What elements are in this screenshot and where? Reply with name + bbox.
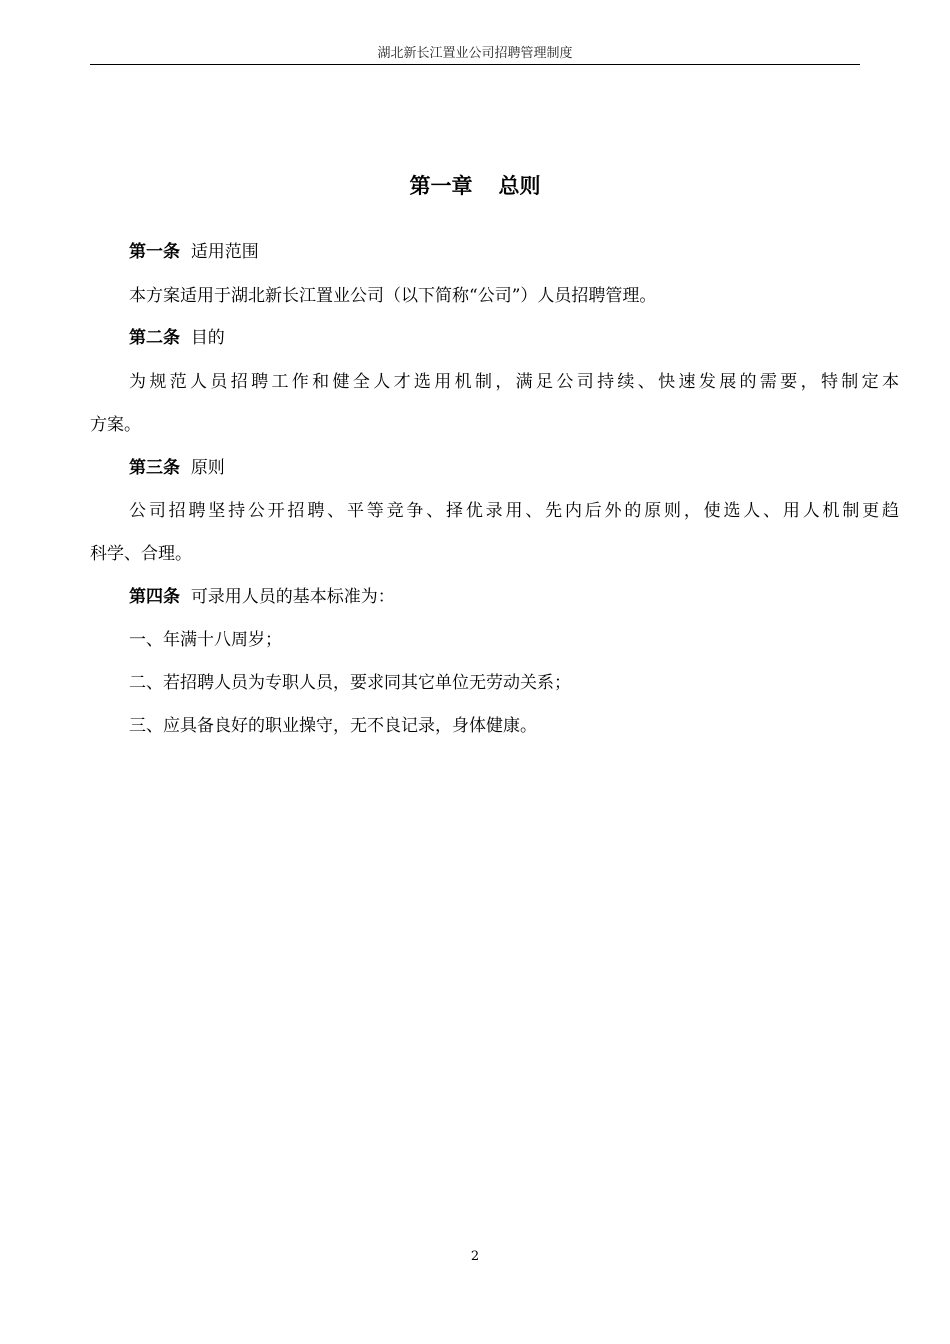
list-item: 二、若招聘人员为专职人员，要求同其它单位无劳动关系； [129,673,571,693]
article-label: 第三条 [129,458,180,478]
header-title: 湖北新长江置业公司招聘管理制度 [377,46,573,61]
article-2-body-line-1: 为规范人员招聘工作和健全人才选用机制，满足公司持续、快速发展的需要，特制定本 [129,372,899,392]
page-header [90,44,860,65]
article-title: 适用范围 [190,242,259,262]
list-item: 三、应具备良好的职业操守，无不良记录，身体健康。 [129,716,537,736]
article-1-body: 本方案适用于湖北新长江置业公司（以下简称“公司”）人员招聘管理。 [129,286,657,306]
article-2-body-line-2: 方案。 [90,415,141,435]
page-number: 2 [470,1249,480,1264]
article-3-body-line-1: 公司招聘坚持公开招聘、平等竞争、择优录用、先内后外的原则，使选人、用人机制更趋 [129,501,899,521]
article-label: 第一条 [129,242,180,262]
article-4-heading [90,585,899,609]
article-label: 第二条 [129,328,180,348]
chapter-number: 第一章 [409,174,473,198]
article-1-heading [90,240,899,264]
article-3-body-line-2: 科学、合理。 [90,544,192,564]
chapter-title [90,172,860,200]
list-item: 一、年满十八周岁； [129,630,282,650]
article-title: 原则 [190,458,225,478]
article-2-heading [90,326,899,350]
article-label: 第四条 [129,587,180,607]
article-title: 目的 [190,328,225,348]
article-title: 可录用人员的基本标准为： [190,587,395,607]
article-3-heading [90,456,899,480]
chapter-name: 总则 [498,174,541,198]
